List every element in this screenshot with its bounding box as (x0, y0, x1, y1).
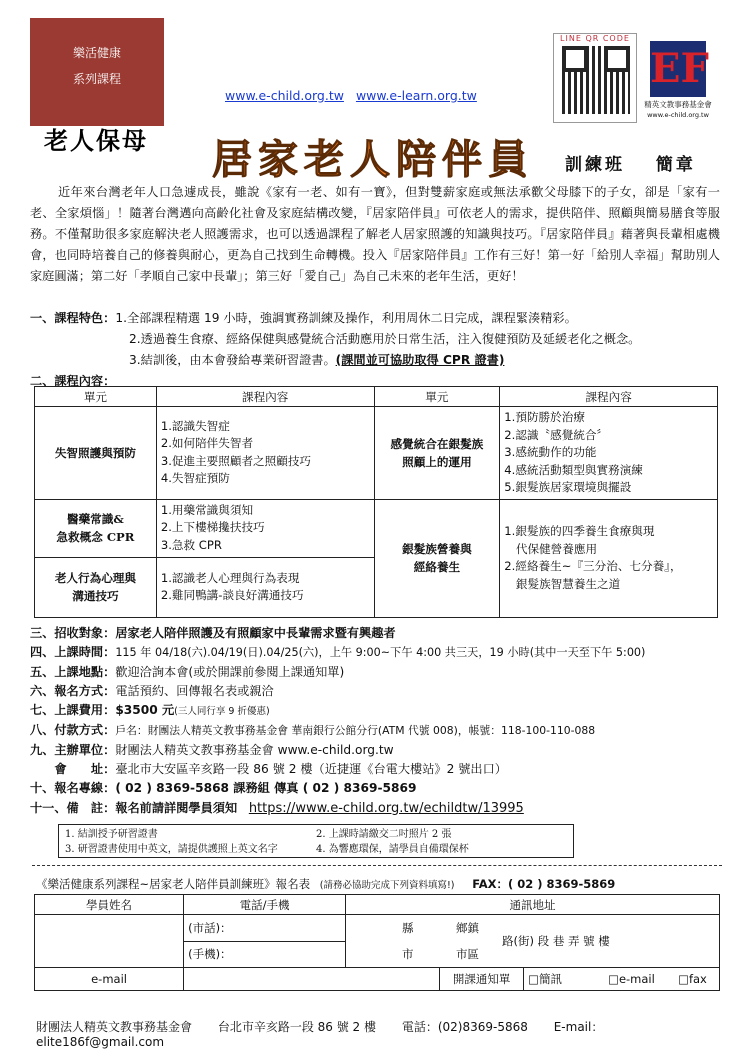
registration-form (34, 894, 720, 991)
course-content-table (34, 386, 718, 618)
info-row (30, 799, 720, 818)
logo-url: www.e-child.org.tw (647, 111, 709, 119)
list-item: 1.用藥常識與須知 (160, 502, 254, 517)
info-row (30, 741, 720, 760)
series-badge (30, 18, 164, 126)
form-heading (36, 876, 615, 892)
info-label: 七、上課費用： (30, 703, 116, 718)
unit-medical-cpr (35, 499, 157, 557)
info-value: 歡迎洽詢本會(或於開課前參閱上課通知單) (115, 664, 345, 679)
mobile-phone-field[interactable]: (手機)： (184, 941, 346, 968)
features-label: 一、課程特色： (30, 311, 116, 325)
content-psychology (156, 557, 374, 617)
info-section (30, 624, 720, 818)
footer-email[interactable]: E-mail：elite186f@gmail.com (36, 1020, 604, 1049)
list-item: 3.感統動作的功能 (504, 445, 597, 459)
content-nutrition (500, 499, 718, 617)
info-value: 財團法人精英文教事務基金會 www.e-child.org.tw (115, 742, 394, 757)
header-content-left: 課程內容 (156, 387, 374, 407)
ef-logo-mark: EF (650, 41, 706, 97)
info-value: 臺北市大安區辛亥路一段 86 號 2 樓（近捷運《台電大樓站》2 號出口） (115, 762, 507, 777)
page-subtitle (565, 150, 718, 175)
student-name-field[interactable] (35, 915, 184, 968)
fee-value: $3500 元 (115, 703, 175, 718)
info-value: 戶名：財團法人精英文教事務基金會 華南銀行公館分行(ATM 代號 008)，帳號：118-100-110-088 (115, 724, 596, 738)
feature-item-1: 1.全部課程精選 19 小時，強調實務訓練及操作，利用周休二日完成，課程緊湊精彩。 (115, 311, 577, 325)
info-value: 居家老人陪伴照護及有照顧家中長輩需求暨有興趣者 (115, 626, 396, 640)
unit-nutrition (374, 499, 500, 617)
content-label: 二、課程內容： (30, 374, 116, 388)
info-label: 十、報名專線： (30, 781, 116, 796)
list-item: 5.銀髮族居家環境與擺設 (504, 480, 632, 494)
list-item: 2.經絡養生~『三分治、七分養』， (504, 559, 682, 573)
info-label: 五、上課地點： (30, 664, 116, 679)
addr-township: 鄉鎮 (456, 921, 480, 935)
header-unit-left: 單元 (35, 387, 157, 407)
list-item: 1.銀髮族的四季養生食療與現 (504, 524, 655, 538)
header-content-right: 課程內容 (500, 387, 718, 407)
logo-org-name: 精英文教事務基金會 (644, 100, 712, 109)
feature-item-3: 3.結訓後，由本會發給專業研習證書。 (129, 353, 336, 367)
list-item: 2.雞同鴨講-談良好溝通技巧 (160, 588, 304, 602)
form-title: 《樂活健康系列課程~居家老人陪伴員訓練班》報名表 (36, 877, 311, 891)
page-footer (36, 1018, 745, 1049)
list-item: 2.認識〝感覺統合〞 (504, 427, 609, 442)
addr-district: 市區 (456, 947, 480, 961)
info-label: 三、招收對象： (30, 626, 116, 640)
unit-line: 醫藥常識& (66, 512, 124, 526)
info-label: 六、報名方式： (30, 683, 116, 698)
line-qr-code[interactable] (553, 33, 637, 123)
info-value: ( 02 ) 8369-5868 課務組 傳真 ( 02 ) 8369-5869 (115, 781, 417, 796)
info-row (30, 624, 720, 643)
form-fax: FAX：( 02 ) 8369-5869 (472, 877, 616, 891)
note-item: 3. 研習證書使用中英文，請提供護照上英文名字 (65, 844, 278, 855)
content-sensory-integration (500, 407, 718, 500)
list-item: 3.促進主要照顧者之照顧技巧 (160, 453, 312, 468)
notes-box (58, 824, 574, 858)
unit-line: 急救概念 CPR (56, 530, 135, 544)
info-row (30, 643, 720, 662)
col-address: 通訊地址 (346, 895, 720, 915)
info-row (30, 701, 720, 721)
unit-line: 照顧上的運用 (402, 454, 472, 469)
info-value: 電話預約、回傳報名表或親洽 (115, 683, 274, 698)
list-item: 銀髮族智慧養生之道 (504, 576, 621, 591)
unit-line: 溝通技巧 (72, 589, 119, 603)
col-phone: 電話/手機 (184, 895, 346, 915)
brand-tagline: 老人保母 (44, 126, 148, 155)
form-note: (請務必協助完成下列資料填寫!) (319, 880, 455, 891)
unit-line: 經絡養生 (413, 560, 461, 574)
subtitle-part-2: 簡章 (655, 155, 696, 175)
intro-paragraph: 近年來台灣老年人口急遽成長，雖說《家有一老、如有一寶》，但對雙薪家庭或無法承歡父母膝下的子女，卻是「家有一老、全家煩惱」！隨著台灣邁向高齡化社會及家庭結構改變，『居家陪伴員』可依老人的需求，提供陪伴、照顧與簡易膳食等服務。不僅幫助很多家庭解決老人照護需求，也可以透過課程了解老人居家照護的知識與技巧。『居家陪伴員』藉著與長輩相處機會，也同時培養自己的修養與耐心，更為自己找到生命轉機。投入『居家陪伴員』工作有三好！第一好「給別人幸福」幫助別人家庭圓滿；第二好「孝順自己家中長輩」；第三好「愛自己」為自己未來的老年生活，更好！ (30, 185, 720, 283)
footer-org: 財團法人精英文教事務基金會 (36, 1020, 193, 1034)
unit-line: 感覺統合在銀髮族 (390, 436, 484, 451)
content-medical-cpr (156, 499, 374, 557)
unit-dementia: 失智照護與預防 (35, 407, 157, 500)
unit-psychology (35, 557, 157, 617)
cpr-note: (課間並可協助取得 CPR 證書) (335, 353, 505, 367)
cut-line (32, 865, 722, 866)
url-echild[interactable]: www.e-child.org.tw (225, 88, 344, 103)
option-fax-checkbox[interactable]: □fax (678, 972, 707, 986)
foundation-logo (644, 33, 712, 125)
list-item: 4.感統活動類型與實務演練 (504, 462, 643, 477)
header-unit-right: 單元 (374, 387, 500, 407)
list-item: 1.認識老人心理與行為表現 (160, 570, 300, 585)
qr-label: LINE QR CODE (560, 34, 630, 43)
info-row (30, 779, 720, 798)
info-label: 四、上課時間： (30, 645, 116, 660)
qr-code-icon (562, 46, 630, 114)
list-item: 1.預防勝於治療 (504, 410, 585, 424)
info-label: 十一、備 註： (30, 800, 116, 815)
email-row (184, 968, 720, 991)
fee-discount: (三人同行享 9 折優惠) (174, 706, 270, 718)
info-value: 115 年 04/18(六).04/19(日).04/25(六)，上午 9:00~下午 4:00 共三天，19 小時(其中一天至下午 5:00) (115, 646, 646, 660)
footer-phone: 電話：(02)8369-5868 (401, 1020, 528, 1034)
feature-item-2: 2.透過養生食療、經絡保健與感覺統合活動應用於日常生活，注入復健預防及延緩老化之概念。 (129, 332, 641, 346)
notice-link[interactable]: https://www.e-child.org.tw/echildtw/13995 (248, 800, 524, 816)
list-item: 3.急救 CPR (160, 537, 222, 552)
list-item: 代保健營養應用 (504, 541, 598, 556)
option-sms-checkbox[interactable]: □簡訊 (528, 972, 562, 986)
info-row (30, 721, 720, 740)
list-item: 4.失智症預防 (160, 471, 230, 486)
list-item: 2.上下樓梯攙扶技巧 (160, 520, 265, 535)
series-line-2: 系列課程 (72, 72, 121, 86)
info-label: 九、主辦單位： (30, 742, 116, 757)
list-item: 1.認識失智症 (160, 418, 230, 433)
note-item: 1. 結訓授予研習證書 (65, 829, 158, 840)
notice-label: 開課通知單 (440, 968, 524, 990)
content-dementia (156, 407, 374, 500)
addr-street: 路(街) 段 巷 弄 號 樓 (502, 934, 610, 948)
footer-address: 台北市辛亥路一段 86 號 2 樓 (217, 1020, 377, 1034)
header-links (225, 88, 485, 103)
email-label: e-mail (35, 968, 184, 991)
features-section (30, 308, 720, 392)
unit-sensory-integration (374, 407, 500, 500)
info-value: 報名前請詳閱學員須知 (115, 800, 238, 815)
url-elearn[interactable]: www.e-learn.org.tw (355, 88, 477, 103)
note-item: 2. 上課時請繳交二吋照片 2 張 (316, 829, 452, 840)
info-row (30, 760, 720, 779)
option-email-checkbox[interactable]: □e-mail (608, 972, 655, 986)
info-row (30, 682, 720, 701)
subtitle-part-1: 訓練班 (565, 155, 625, 175)
email-field[interactable] (184, 968, 440, 990)
list-item: 2.如何陪伴失智者 (160, 436, 254, 451)
info-label: 會 址： (30, 762, 116, 777)
address-field[interactable] (346, 915, 720, 968)
page-title: 居家老人陪伴員 (212, 136, 534, 183)
col-student-name: 學員姓名 (35, 895, 184, 915)
note-item: 4. 為響應環保，請學員自備環保杯 (316, 844, 469, 855)
home-phone-field[interactable]: (市話)： (184, 915, 346, 942)
addr-county: 縣 (402, 921, 414, 935)
unit-line: 銀髮族營養與 (402, 542, 472, 556)
info-row (30, 663, 720, 682)
unit-line: 老人行為心理與 (54, 571, 136, 585)
addr-city: 市 (402, 947, 414, 961)
series-line-1: 樂活健康 (72, 46, 121, 60)
info-label: 八、付款方式： (30, 723, 116, 738)
